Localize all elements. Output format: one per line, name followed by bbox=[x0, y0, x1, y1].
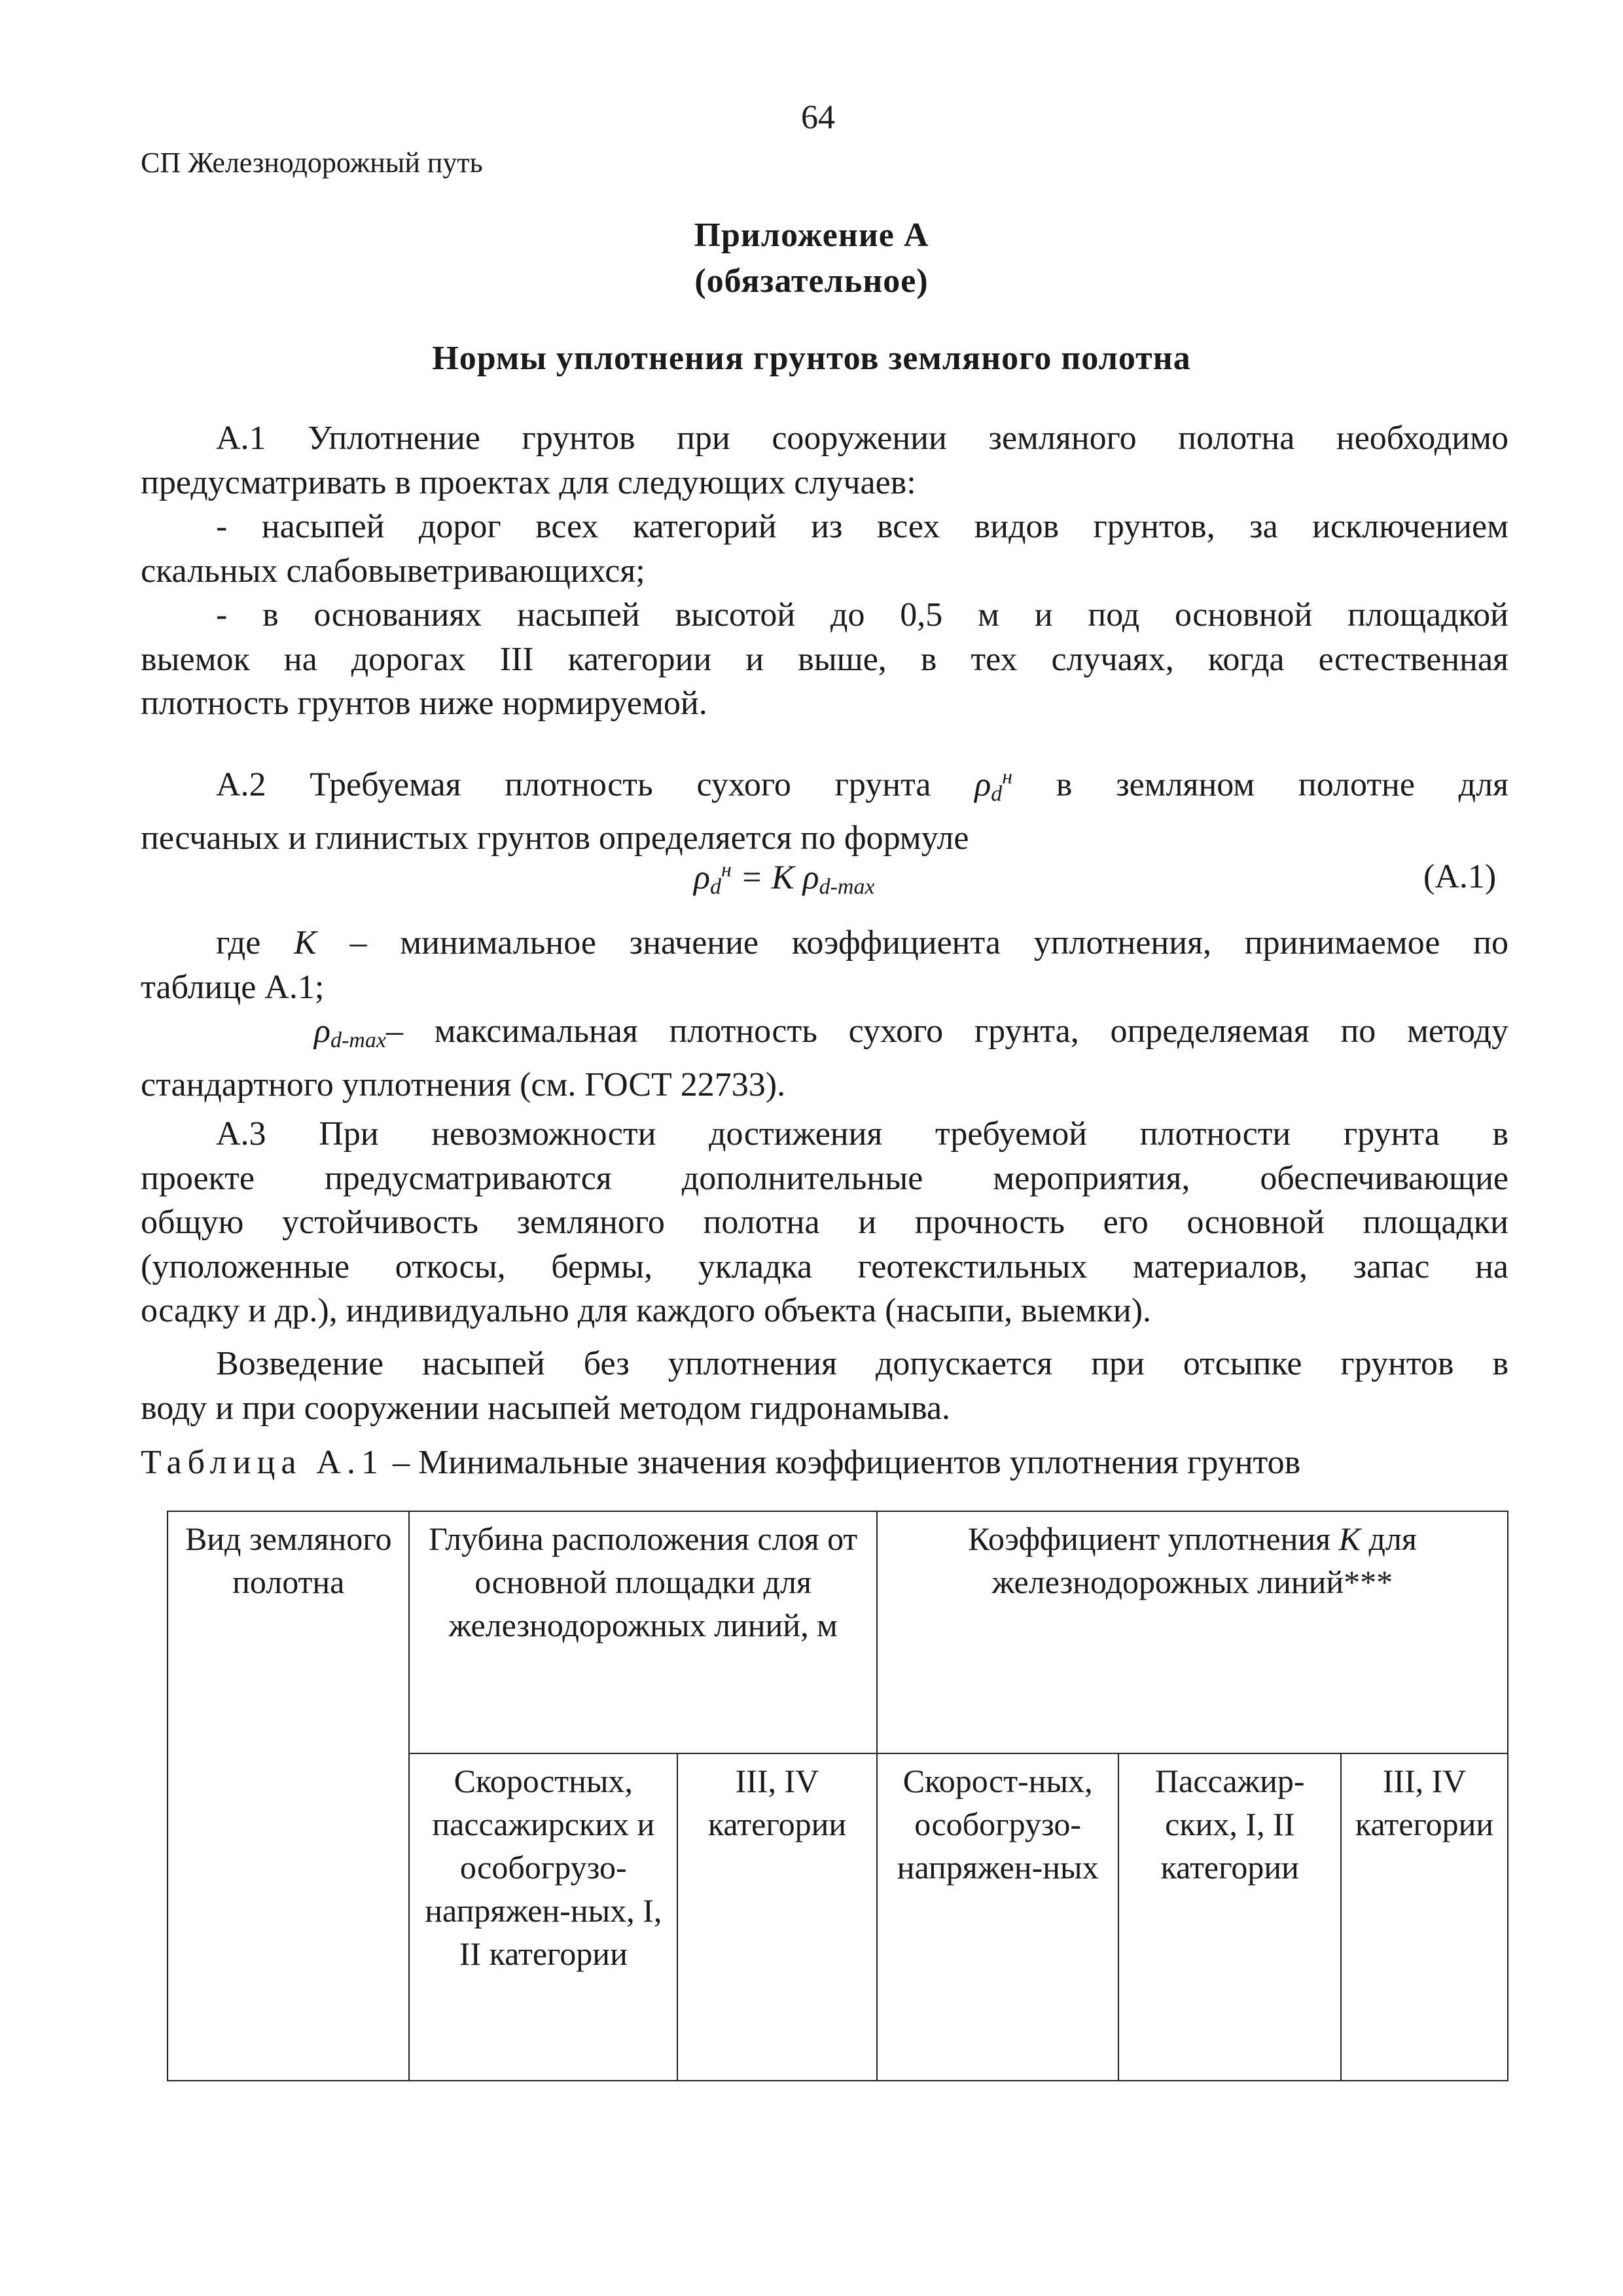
text-line: воду и при сооружении насыпей методом гидронамыва. bbox=[141, 1389, 951, 1427]
header-text: Коэффициент уплотнения bbox=[968, 1520, 1339, 1557]
subscript-dmax: d-max bbox=[330, 1028, 386, 1052]
subheader-depth-cat-3-4: III, IV категории bbox=[677, 1753, 877, 2081]
text-line: - в основаниях насыпей высотой до 0,5 м и под основной площадкой bbox=[216, 596, 1508, 634]
text-line: таблице А.1; bbox=[141, 968, 325, 1006]
page-number: 64 bbox=[801, 99, 835, 136]
formula-number: (А.1) bbox=[1423, 858, 1497, 895]
text-fragment: где bbox=[216, 924, 294, 961]
subscript-d: d bbox=[991, 781, 1003, 806]
text-line: осадку и др.), индивидуально для каждого объекта (насыпи, выемки). bbox=[141, 1292, 1152, 1329]
text-line: (уположенные откосы, бермы, укладка геотекстильных материалов, запас на bbox=[141, 1247, 1508, 1285]
text-fragment: в земляном полотне для bbox=[1056, 766, 1508, 804]
text-line: песчаных и глинистых грунтов определяется по формуле bbox=[141, 819, 969, 857]
text-line: - насыпей дорог всех категорий из всех видов грунтов, за исключением bbox=[216, 508, 1508, 545]
text-line: Возведение насыпей без уплотнения допускается при отсыпке грунтов в bbox=[216, 1345, 1508, 1382]
text-line: предусматривать в проектах для следующих случаев: bbox=[141, 463, 916, 501]
equals-k: = K bbox=[731, 859, 803, 897]
text-line: стандартного уплотнения (см. ГОСТ 22733). bbox=[141, 1066, 786, 1103]
k-symbol: K bbox=[1338, 1520, 1361, 1557]
table-caption-text: – Минимальные значения коэффициентов уплотнения грунтов bbox=[383, 1444, 1301, 1481]
header-depth: Глубина расположения слоя от основной площадки для железнодорожных линий, м bbox=[409, 1511, 876, 1753]
rho-symbol: ρ bbox=[802, 859, 819, 897]
text-line bbox=[141, 755, 1508, 816]
text-line: А.3 При невозможности достижения требуемой плотности грунта в bbox=[216, 1115, 1508, 1153]
formula-expression bbox=[694, 857, 875, 899]
subheader-coef-cat-3-4: III, IV категории bbox=[1341, 1753, 1508, 2081]
compaction-table bbox=[167, 1511, 1508, 2081]
text-fragment: А.2 Требуемая плотность сухого грунта bbox=[216, 766, 931, 804]
superscript-n: н bbox=[1002, 764, 1013, 788]
subheader-coef-passenger: Пассажир-ских, I, II категории bbox=[1118, 1753, 1341, 2081]
subscript-d: d bbox=[709, 874, 721, 899]
text-line: выемок на дорогах III категории и выше, в тех случаях, когда естественная bbox=[141, 640, 1508, 678]
table-caption bbox=[141, 1443, 1300, 1482]
header-coefficient bbox=[877, 1511, 1508, 1753]
paragraph-a2 bbox=[141, 755, 1508, 860]
text-line: общую устойчивость земляного полотна и прочность его основной площадки bbox=[141, 1204, 1508, 1241]
running-header: СП Железнодорожный путь bbox=[141, 147, 483, 179]
text-line: плотность грунтов ниже нормируемой. bbox=[141, 685, 707, 722]
subscript-dmax: d-max bbox=[819, 874, 875, 899]
text-line bbox=[141, 921, 1508, 965]
paragraph-erection bbox=[141, 1342, 1508, 1430]
header-earthwork-type: Вид земляного полотна bbox=[168, 1511, 409, 2081]
text-fragment: – минимальное значение коэффициента уплотнения, принимаемое по bbox=[316, 924, 1508, 961]
appendix-heading: Нормы уплотнения грунтов земляного полотна bbox=[432, 340, 1191, 377]
text-fragment: – максимальная плотность сухого грунта, определяемая по методу bbox=[385, 1013, 1508, 1050]
k-symbol: K bbox=[294, 924, 317, 961]
subheader-depth-high-speed: Скоростных, пассажирских и особогрузо-напряжен-ных, I, II категории bbox=[409, 1753, 677, 2081]
paragraph-a1 bbox=[141, 416, 1508, 726]
text-line: проекте предусматриваются дополнительные мероприятия, обеспечивающие bbox=[141, 1159, 1508, 1197]
formula-explanation bbox=[141, 921, 1508, 1107]
header-text: для железнодорожных линий*** bbox=[991, 1520, 1417, 1600]
superscript-n: н bbox=[721, 857, 732, 881]
paragraph-a3 bbox=[141, 1112, 1508, 1333]
appendix-status: (обязательное) bbox=[694, 262, 929, 300]
text-line bbox=[141, 1009, 1508, 1063]
rho-symbol: ρ bbox=[314, 1013, 330, 1050]
table-caption-label: Таблица А.1 bbox=[141, 1444, 384, 1481]
appendix-title: Приложение А bbox=[694, 217, 929, 254]
text-line: скальных слабовыветривающихся; bbox=[141, 552, 645, 590]
rho-symbol: ρ bbox=[974, 766, 991, 804]
subheader-coef-high-speed: Скорост-ных, особогрузо-напряжен-ных bbox=[877, 1753, 1119, 2081]
table-header-row bbox=[168, 1511, 1508, 1753]
text-line: А.1 Уплотнение грунтов при сооружении земляного полотна необходимо bbox=[216, 420, 1508, 457]
rho-symbol: ρ bbox=[694, 859, 710, 897]
